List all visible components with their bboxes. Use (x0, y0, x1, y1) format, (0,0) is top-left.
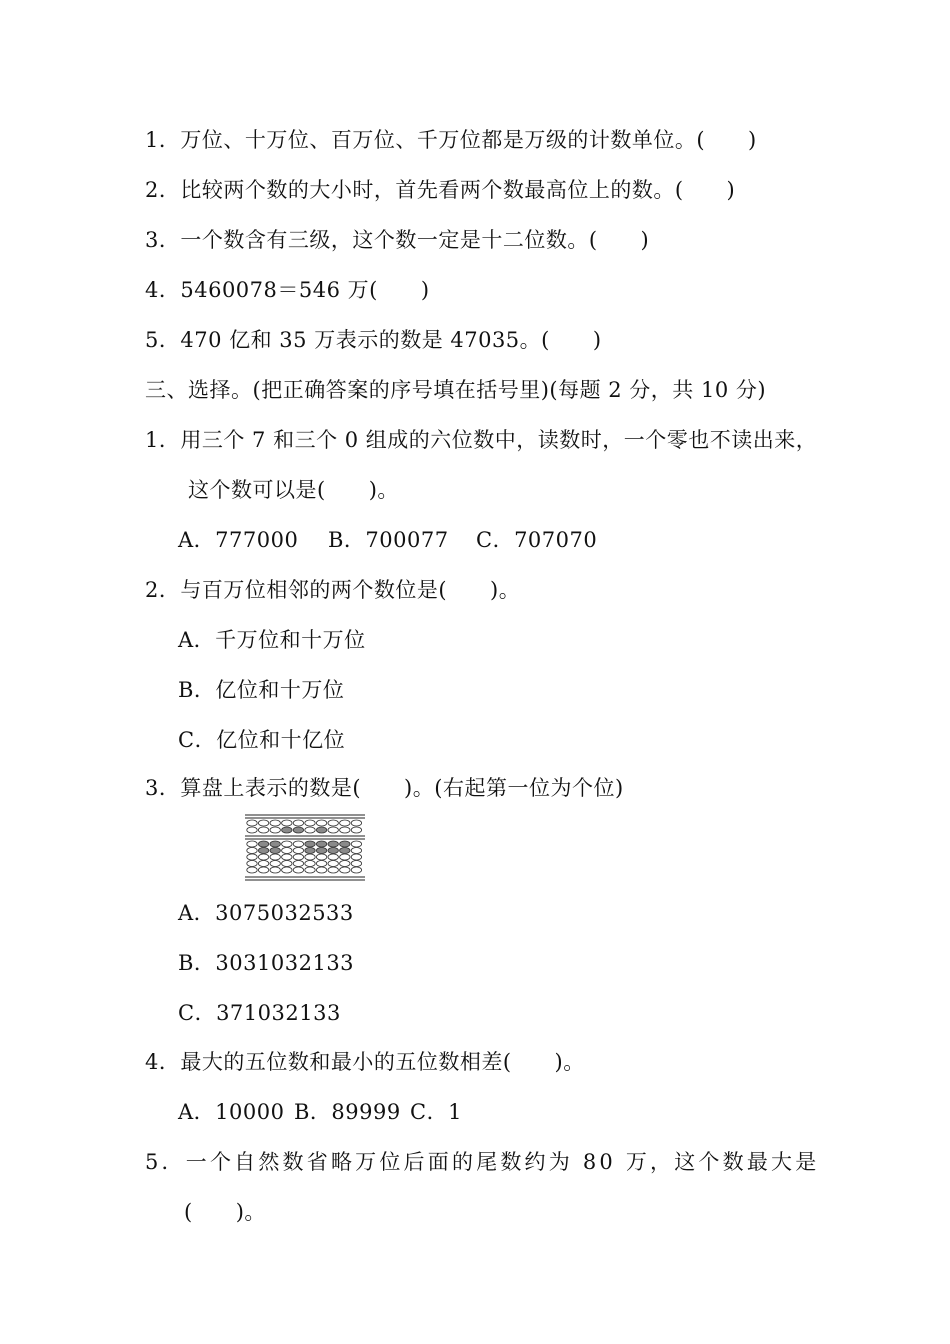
abacus-bead (351, 827, 361, 833)
abacus-bead (247, 827, 257, 833)
question-3-option-b: B．3031032133 (178, 951, 355, 975)
abacus-bead (340, 848, 350, 854)
abacus-bead (247, 867, 257, 873)
abacus-bead (247, 820, 257, 826)
abacus-bead (316, 820, 326, 826)
abacus-bead (340, 861, 350, 867)
abacus-bead (282, 827, 292, 833)
question-2-option-a: A．千万位和十万位 (178, 628, 366, 652)
question-5-line-1: 5．一个自然数省略万位后面的尾数约为 80 万，这个数最大是 (145, 1150, 820, 1174)
abacus-bead (247, 841, 257, 847)
abacus-bead (351, 854, 361, 860)
abacus-bead (258, 827, 268, 833)
abacus-bead (340, 854, 350, 860)
abacus-bead (258, 861, 268, 867)
abacus-bead (340, 827, 350, 833)
question-1-line-2: 这个数可以是( )。 (188, 478, 399, 502)
abacus-bead (340, 841, 350, 847)
abacus-bead (258, 867, 268, 873)
judge-item-5: 5．470 亿和 35 万表示的数是 47035。( ) (145, 328, 602, 352)
abacus-bead (247, 848, 257, 854)
abacus-bead (328, 841, 338, 847)
abacus-bead (328, 867, 338, 873)
abacus-bead (351, 841, 361, 847)
judge-item-1: 1．万位、十万位、百万位、千万位都是万级的计数单位。( ) (145, 128, 757, 152)
abacus-bead (270, 827, 280, 833)
abacus-bead (328, 854, 338, 860)
question-3-option-c: C．371032133 (178, 1001, 341, 1025)
abacus-bead (305, 827, 315, 833)
abacus-bead (305, 841, 315, 847)
abacus-bead (328, 820, 338, 826)
abacus-bead (293, 827, 303, 833)
abacus-bead (247, 854, 257, 860)
abacus-bead (282, 867, 292, 873)
question-1-line-1: 1．用三个 7 和三个 0 组成的六位数中，读数时，一个零也不读出来， (145, 428, 818, 452)
abacus-bead (316, 827, 326, 833)
option-c: C．1 (410, 1100, 462, 1124)
abacus-bead (282, 841, 292, 847)
abacus-bead (293, 820, 303, 826)
option-c: C．707070 (476, 528, 598, 552)
abacus-bead (351, 861, 361, 867)
question-2-option-c: C．亿位和十亿位 (178, 728, 346, 752)
abacus-bead (316, 841, 326, 847)
abacus-bead (316, 848, 326, 854)
abacus-bead (282, 848, 292, 854)
section-heading: 三、选择。(把正确答案的序号填在括号里)(每题 2 分，共 10 分) (145, 378, 767, 402)
abacus-bead (270, 841, 280, 847)
question-4: 4．最大的五位数和最小的五位数相差( )。 (145, 1050, 585, 1074)
abacus-bead (270, 820, 280, 826)
abacus-bead (293, 867, 303, 873)
abacus-bead (351, 867, 361, 873)
abacus-bead (305, 854, 315, 860)
abacus-bead (282, 861, 292, 867)
abacus-bead (351, 848, 361, 854)
question-4-options (178, 1098, 462, 1126)
abacus-bead (305, 867, 315, 873)
abacus-bead (258, 848, 268, 854)
abacus-bead (316, 867, 326, 873)
abacus-bead (305, 848, 315, 854)
abacus-bead (293, 854, 303, 860)
abacus-bead (270, 867, 280, 873)
abacus-bead (328, 848, 338, 854)
abacus-bead (293, 841, 303, 847)
option-b: B．700077 (328, 528, 449, 552)
abacus-bead (316, 854, 326, 860)
option-b: B．89999 (294, 1100, 401, 1124)
abacus-bead (293, 861, 303, 867)
abacus-bead (340, 820, 350, 826)
question-2-option-b: B．亿位和十万位 (178, 678, 345, 702)
abacus-bead (270, 861, 280, 867)
option-a: A．10000 (178, 1100, 285, 1124)
abacus-bead (328, 861, 338, 867)
abacus-bead (305, 861, 315, 867)
abacus-bead (270, 854, 280, 860)
question-1-options (178, 526, 597, 554)
abacus-bead (293, 848, 303, 854)
abacus-bead (316, 861, 326, 867)
abacus-bead (282, 854, 292, 860)
judge-item-3: 3．一个数含有三级，这个数一定是十二位数。( ) (145, 228, 650, 252)
abacus-icon (243, 813, 367, 883)
judge-item-2: 2．比较两个数的大小时，首先看两个数最高位上的数。( ) (145, 178, 736, 202)
judge-item-4: 4．5460078＝546 万( ) (145, 278, 430, 302)
abacus-bead (270, 848, 280, 854)
abacus-bead (247, 861, 257, 867)
abacus-bead (258, 820, 268, 826)
abacus-bead (340, 867, 350, 873)
abacus-bead (282, 820, 292, 826)
abacus-bead (305, 820, 315, 826)
question-5-line-2: ( )。 (184, 1200, 266, 1224)
question-3-option-a: A．3075032533 (178, 901, 354, 925)
abacus-bead (328, 827, 338, 833)
abacus-bead (258, 841, 268, 847)
question-3: 3．算盘上表示的数是( )。(右起第一位为个位) (145, 776, 624, 800)
option-a: A．777000 (178, 528, 299, 552)
question-2: 2．与百万位相邻的两个数位是( )。 (145, 578, 521, 602)
abacus-bead (258, 854, 268, 860)
abacus-bead (351, 820, 361, 826)
